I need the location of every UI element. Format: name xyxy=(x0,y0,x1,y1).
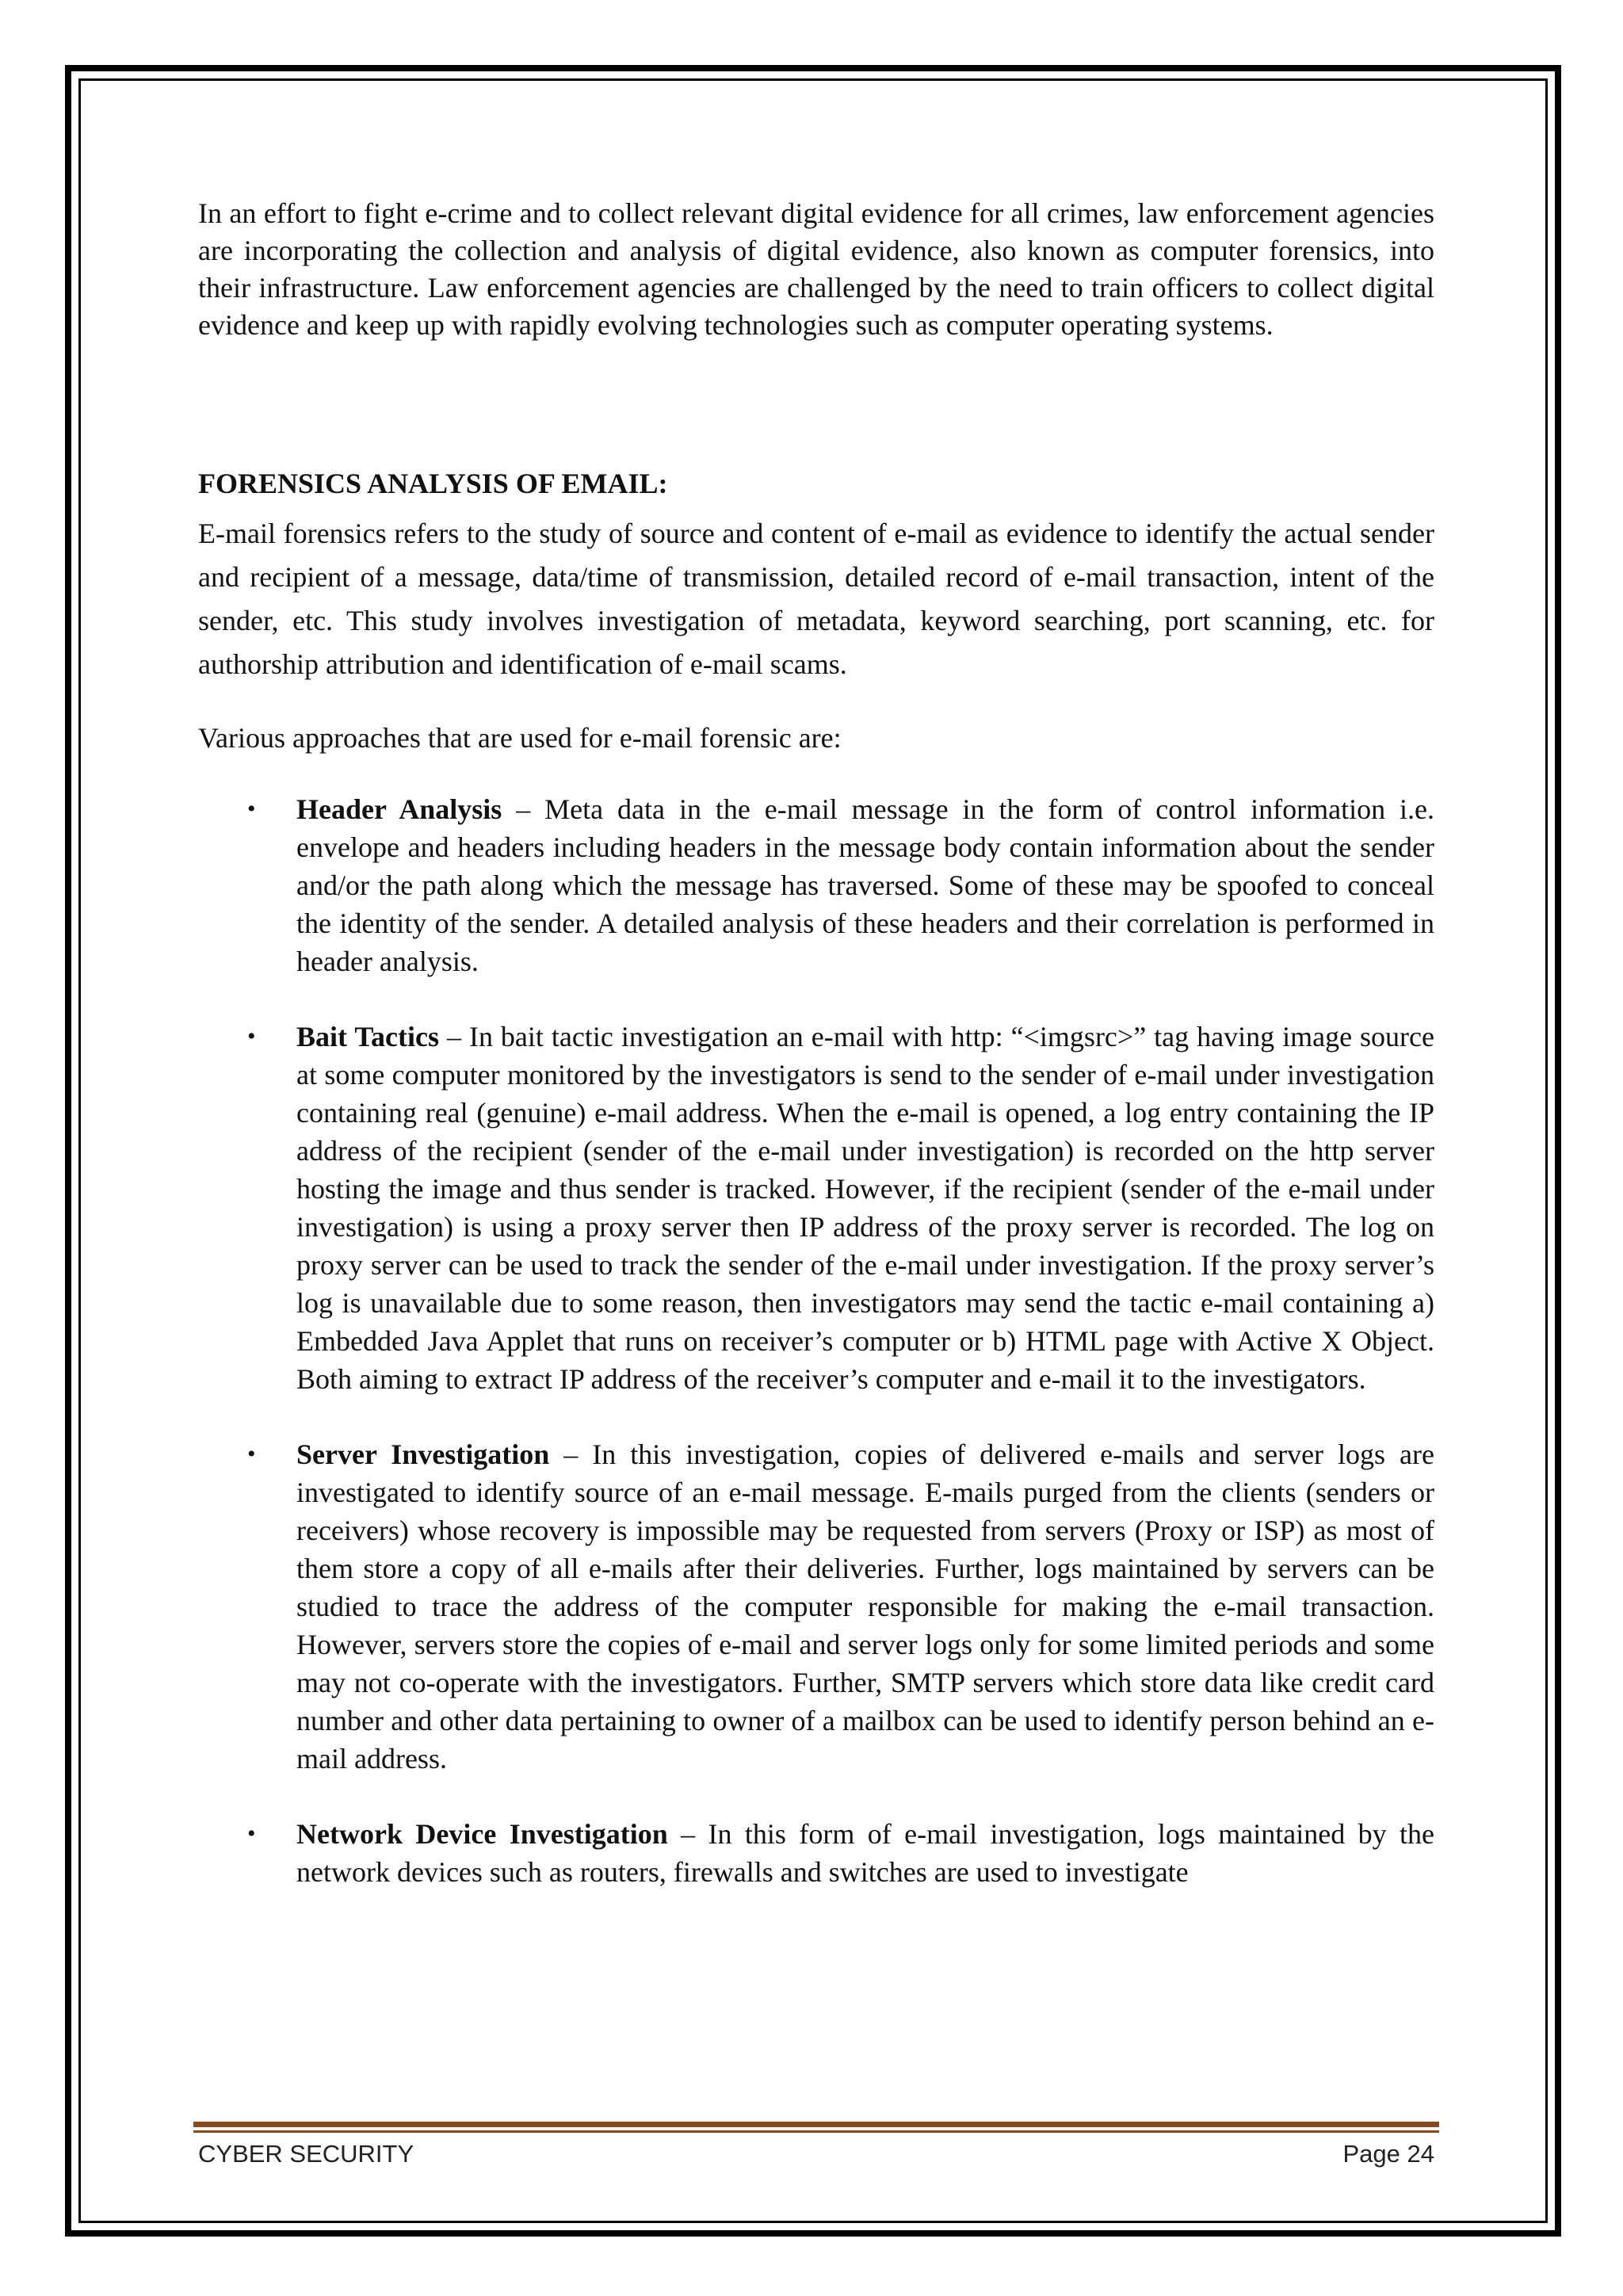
spacer xyxy=(198,502,1434,512)
footer-rule-thick xyxy=(193,2122,1439,2127)
spacer xyxy=(198,686,1434,720)
term-network-device-investigation: Network Device Investigation xyxy=(296,1818,668,1850)
spacer xyxy=(198,757,1434,790)
list-gap xyxy=(198,980,1434,1018)
list-item-header-analysis xyxy=(198,790,1434,980)
list-item-network-device-investigation xyxy=(198,1815,1434,1891)
term-bait-tactics: Bait Tactics xyxy=(296,1021,439,1052)
text-network-device-investigation: – In this form of e-mail investigation, logs maintained by the network devices such as routers, firewalls and switches are used to investigate xyxy=(296,1818,1434,1888)
text-server-investigation: – In this investigation, copies of delivered e-mails and server logs are investigated to identify source of an e-mail message. E-mails purged from the clients (senders or receivers) whose recovery is impossible may be requested from servers (Proxy or ISP) as most of them store a copy of all e-mails after their deliveries. Further, logs maintained by servers can be studied to trace the address of the computer responsible for making the e-mail transaction. However, servers store the copies of e-mail and server logs only for some limited periods and some may not co-operate with the investigators. Further, SMTP servers which store data like credit card number and other data pertaining to owner of a mailbox can be used to identify person behind an e-mail address. xyxy=(296,1438,1435,1775)
list-gap xyxy=(198,1398,1434,1435)
footer-rule-thin xyxy=(193,2130,1439,2133)
bullet-icon: • xyxy=(247,1441,256,1467)
approaches-list xyxy=(198,790,1434,1891)
approaches-intro: Various approaches that are used for e-mail forensic are: xyxy=(198,722,842,754)
list-gap xyxy=(198,1778,1434,1815)
bullet-icon: • xyxy=(247,796,256,822)
footer-title: CYBER SECURITY xyxy=(198,2140,414,2168)
bullet-icon: • xyxy=(247,1820,256,1847)
definition-paragraph: E-mail forensics refers to the study of source and content of e-mail as evidence to identify the actual sender and recipient of a message, data/time of transmission, detailed record of e-mail transaction, intent of the sender, etc. This study involves investigation of metadata, keyword searching, port scanning, etc. for authorship attribution and identification of e-mail scams. xyxy=(198,518,1434,680)
intro-paragraph: In an effort to fight e-crime and to collect relevant digital evidence for all crimes, law enforcement agencies are incorporating the collection and analysis of digital evidence, also known as computer forensics, into their infrastructure. Law enforcement agencies are challenged by the need to train officers to collect digital evidence and keep up with rapidly evolving technologies such as computer operating systems. xyxy=(198,197,1434,341)
text-bait-tactics: – In bait tactic investigation an e-mail with http: “<imgsrc>” tag having image source at some computer monitored by the investigators is send to the sender of e-mail under investigation containing real (genuine) e-mail address. When the e-mail is opened, a log entry containing the IP address of the recipient (sender of the e-mail under investigation) is recorded on the http server hosting the image and thus sender is tracked. However, if the recipient (sender of the e-mail under investigation) is using a proxy server then IP address of the proxy server is recorded. The log on proxy server can be used to track the sender of the e-mail under investigation. If the proxy server’s log is unavailable due to some reason, then investigators may send the tactic e-mail containing a) Embedded Java Applet that runs on receiver’s computer or b) HTML page with Active X Object. Both aiming to extract IP address of the receiver’s computer and e-mail it to the investigators. xyxy=(296,1021,1434,1395)
text-header-analysis: – Meta data in the e-mail message in the form of control information i.e. envelope and headers including headers in the message body contain information about the sender and/or the path along which the message has traversed. Some of these may be spoofed to conceal the identity of the sender. A detailed analysis of these headers and their correlation is performed in header analysis. xyxy=(296,793,1434,977)
term-server-investigation: Server Investigation xyxy=(296,1438,550,1470)
page-number: Page 24 xyxy=(1342,2140,1434,2168)
list-item-bait-tactics xyxy=(198,1018,1434,1398)
page-footer xyxy=(198,2140,1434,2168)
page-content xyxy=(198,195,1434,1891)
section-heading: FORENSICS ANALYSIS OF EMAIL: xyxy=(198,468,668,499)
term-header-analysis: Header Analysis xyxy=(296,793,502,825)
spacer xyxy=(198,344,1434,465)
list-item-server-investigation xyxy=(198,1435,1434,1778)
bullet-icon: • xyxy=(247,1023,256,1049)
